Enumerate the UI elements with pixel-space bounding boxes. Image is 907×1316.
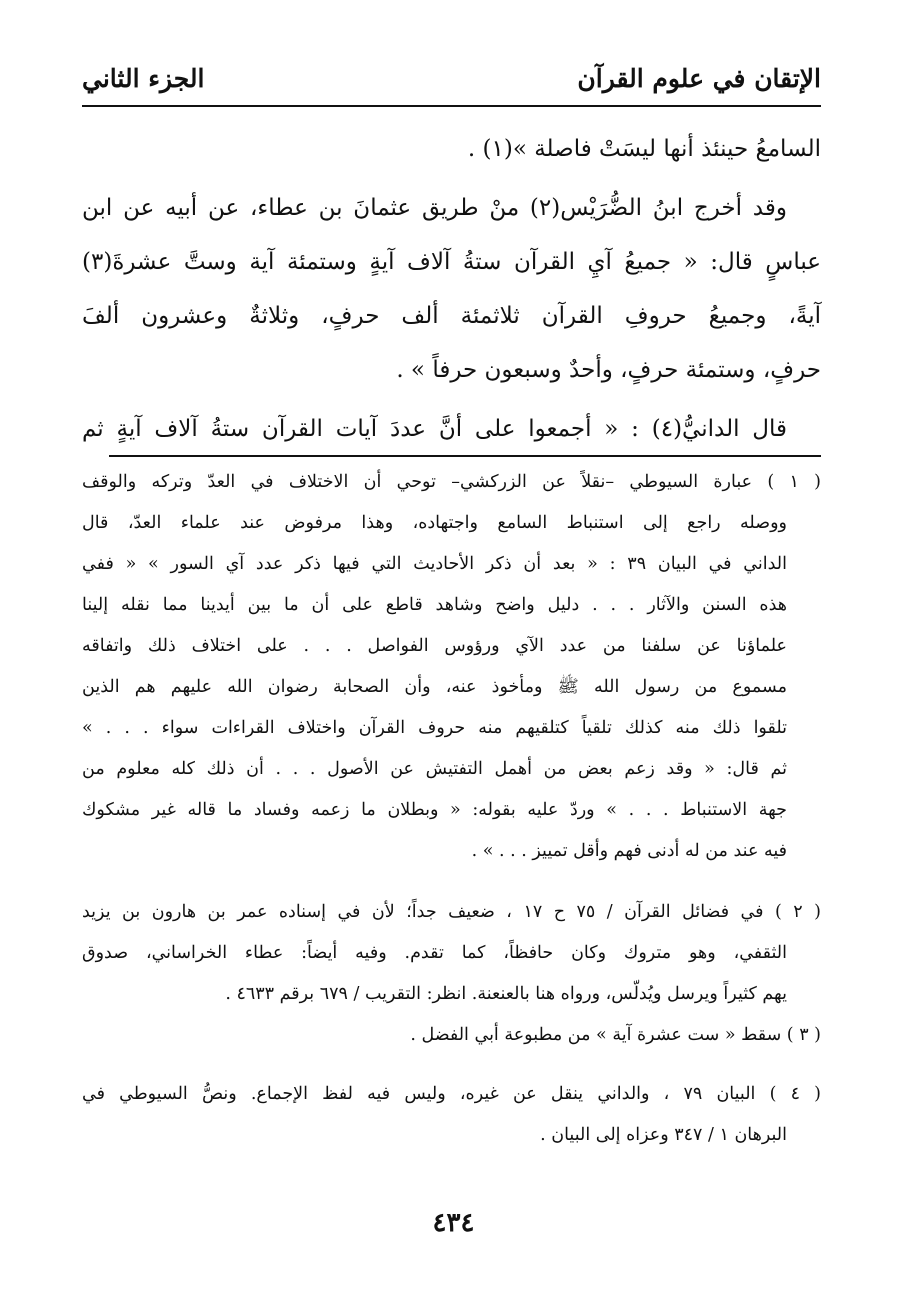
book-title: الإتقان في علوم القرآن: [577, 63, 821, 93]
main-line: قال الدانيُّ(٤) : « أجمعوا على أنَّ عددَ آيات القرآن ستةُ آلاف آيةٍ ثم: [82, 416, 787, 442]
main-line: عباسٍ قال: « جميعُ آيِ القرآن ستةُ آلاف آيةٍ وستمئة آية وستَّ عشرةَ(٣): [82, 249, 821, 275]
footnote-divider: [109, 455, 821, 457]
footnote-line: الداني في البيان ٣٩ : « بعد أن ذكر الأحاديث التي فيها ذكر عدد آي السور » « ففي: [82, 554, 787, 574]
footnote-line: ( ٣ ) سقط « ست عشرة آية » من مطبوعة أبي الفضل .: [410, 1025, 821, 1045]
footnote-line: ( ١ ) عبارة السيوطي –نقلاً عن الزركشي– توحي أن الاختلاف في العدّ وتركه والوقف: [82, 472, 822, 492]
header-divider: [82, 105, 821, 107]
footnote-line: فيه عند من له أدنى فهم وأقل تمييز . . . » .: [471, 841, 787, 861]
footnote-line: هذه السنن والآثار . . . دليل واضح وشاهد قاطع على أن ما بين أيدينا مما نقله إلينا: [82, 595, 787, 615]
footnote-line: ووصله راجع إلى استنباط السامع واجتهاده، وهذا مرفوض عند علماء العدّ، قال: [82, 513, 787, 533]
footnote-line: ( ٢ ) في فضائل القرآن / ٧٥ ح ١٧ ، ضعيف جداً؛ لأن في إسناده عمر بن هارون بن يزيد: [82, 902, 822, 922]
footnote-line: مسموع من رسول الله ﷺ ومأخوذ عنه، وأن الصحابة رضوان الله عليهم هم الذين: [82, 677, 787, 697]
main-line: وقد أخرج ابنُ الضُّرَيْس(٢) منْ طريق عثمانَ بن عطاء، عن أبيه عن ابن: [82, 195, 787, 221]
main-line: السامعُ حينئذ أنها ليسَتْ فاصلة »(١) .: [467, 136, 821, 162]
footnote-line: تلقوا ذلك منه كذلك تلقياً كتلقيهم منه حروف القرآن واختلاف القراءات سواء . . . »: [82, 718, 787, 738]
footnote-line: الثقفي، وهو متروك وكان حافظاً، كما تقدم. وفيه أيضاً: عطاء الخراساني، صدوق: [82, 943, 787, 963]
running-header: [82, 56, 821, 100]
footnote-line: يهم كثيراً ويرسل ويُدلّس، ورواه هنا بالعنعنة. انظر: التقريب / ٦٧٩ برقم ٤٦٣٣ .: [225, 984, 787, 1004]
page-number: ٤٣٤: [432, 1208, 475, 1238]
footnote-line: ( ٤ ) البيان ٧٩ ، والداني ينقل عن غيره، وليس فيه لفظ الإجماع. ونصُّ السيوطي في: [82, 1084, 821, 1104]
footnote-line: علماؤنا عن سلفنا من عدد الآي ورؤوس الفواصل . . . على اختلاف ذلك واتفاقه: [82, 636, 787, 656]
volume-label: الجزء الثاني: [82, 63, 205, 93]
main-line: آيةً، وجميعُ حروفِ القرآن ثلاثمئة ألف حرفٍ، وثلاثةٌ وعشرون ألفَ: [82, 303, 821, 329]
main-line: حرفٍ، وستمئة حرفٍ، وأحدٌ وسبعون حرفاً » .: [396, 357, 821, 383]
footnote-line: جهة الاستنباط . . . » وردّ عليه بقوله: « وبطلان ما زعمه وفساد ما قاله غير مشكوك: [82, 800, 787, 820]
footnote-line: ثم قال: « وقد زعم بعض من أهمل التفتيش عن الأصول . . . أن ذلك كله معلوم من: [82, 759, 787, 779]
footnote-line: البرهان ١ / ٣٤٧ وعزاه إلى البيان .: [540, 1125, 787, 1145]
